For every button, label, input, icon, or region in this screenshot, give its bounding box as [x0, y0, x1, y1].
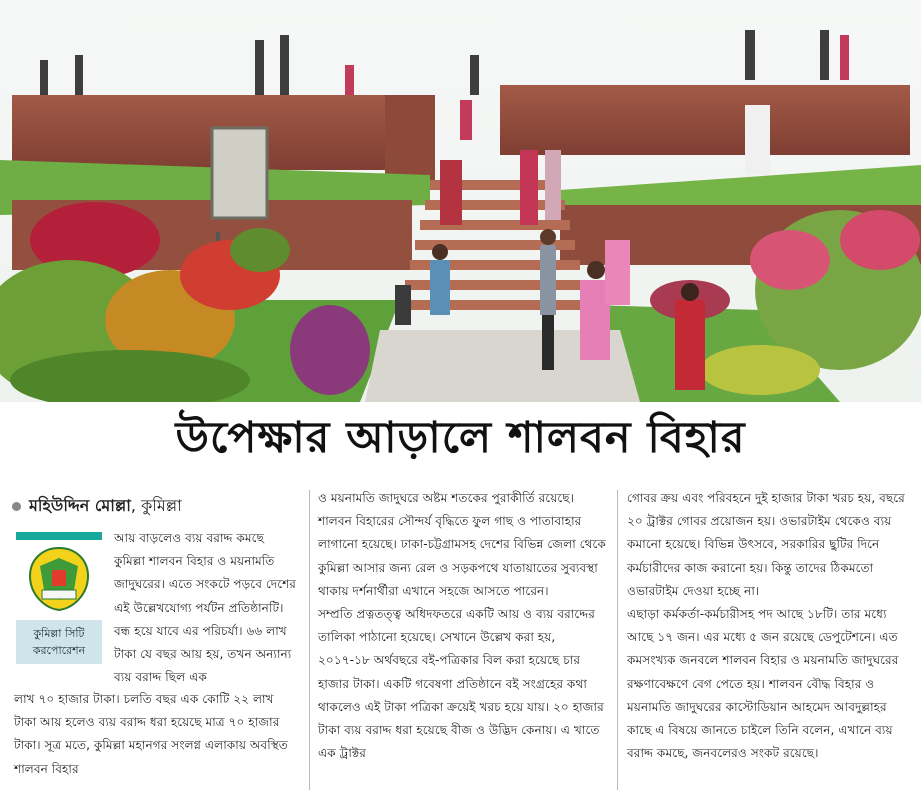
paragraph: সম্প্রতি প্রত্নতত্ত্ব অধিদফতরে একটি আয় ও ব্যয় বরাদ্দের তালিকা পাঠানো হয়েছে। সেখানে উল্লেখ করা হয়, ২০১৭-১৮ অর্থবছরে বই-পত্রিকার বিল করা হয়েছে চার হাজার টাকা। একটি গবেষণা প্রতিষ্ঠানে বই সংগ্রহের কথা থাকলেও এই টাকা পত্রিকা ক্রয়েই খরচ হয়ে যায়। ২০ হাজার টাকা ব্যয় বরাদ্দ ধরা হয়েছে বীজ ও উদ্ভিদ কেনায়। এ খাতে এক ট্রাক্টর: [318, 607, 604, 761]
label-line-1: কুমিল্লা সিটি: [33, 627, 85, 640]
city-corporation-logo: [16, 532, 102, 612]
column-2: [318, 487, 608, 765]
byline-location: কুমিল্লা: [141, 496, 182, 515]
byline: মহিউদ্দিন মোল্লা, কুমিল্লা: [12, 493, 182, 520]
column-divider: [617, 490, 618, 790]
column-1-bottom: [14, 688, 298, 781]
paragraph: গোবর ক্রয় এবং পরিবহনে দুই হাজার টাকা খরচ হয়, বছরে ২০ ট্রাক্টর গোবর প্রয়োজন হয়। ওভারটাইম থেকেও ব্যয় কমানো হয়েছে। বিভিন্ন উৎসবে, সরকারির ছুটির দিনে কর্মচারীদের কাজ করানো হয়। কিন্তু তাদের ঠিকমতো ওভারটাইম দেওয়া হচ্ছে না।: [627, 491, 905, 598]
paragraph: আয় বাড়লেও ব্যয় বরাদ্দ কমছে কুমিল্লা শালবন বিহার ও ময়নামতি জাদুঘরের। এতে সংকটে পড়বে দেশের এই উল্লেখযোগ্য পর্যটন প্রতিষ্ঠানটি। বন্ধ হয়ে যাবে এর পরিচর্যা। ৬৬ লাখ টাকা যে বছর আয় হয়, তখন অন্যান্য ব্যয় বরাদ্দ ছিল এক: [114, 531, 297, 685]
logo-accent-bar: [16, 532, 102, 540]
headline: উপেক্ষার আড়ালে শালবন বিহার: [175, 413, 746, 463]
label-line-2: করপোরেশন: [32, 644, 86, 657]
paragraph: ও ময়নামতি জাদুঘরে অষ্টম শতকের পুরাকীর্তি রয়েছে। শালবন বিহারের সৌন্দর্য বৃদ্ধিতে ফুল গাছ ও পাতাবাহার লাগানো হয়েছে। ঢাকা-চট্টগ্রামসহ দেশের বিভিন্ন জেলা থেকে কুমিল্লা আসার জন্য রেল ও সড়কপথে যাতায়াতের সুব্যবস্থা থাকায় দর্শনার্থীরা এখানে সহজে আসতে পারেন।: [318, 491, 606, 598]
column-3: [627, 487, 912, 765]
paragraph: লাখ ৭০ হাজার টাকা। চলতি বছর এক কোটি ২২ লাখ টাকা আয় হলেও ব্যয় বরাদ্দ ধরা হয়েছে মাত্র ৭০ হাজার টাকা। সূত্র মতে, কুমিল্লা মহানগর সংলগ্ন এলাকায় অবস্থিত শালবন বিহার: [14, 692, 288, 776]
bullet-icon: [12, 502, 21, 511]
column-1-top: [114, 527, 298, 689]
byline-author: মহিউদ্দিন মোল্লা: [29, 496, 131, 515]
city-corporation-emblem-icon: [28, 546, 90, 612]
city-corporation-label: [16, 620, 102, 664]
paragraph: এছাড়া কর্মকর্তা-কর্মচারীসহ পদ আছে ১৮টি। তার মধ্যে আছে ১৭ জন। এর মধ্যে ৫ জন রয়েছে ডেপুটেশনে। এত কমসংখ্যক জনবলে শালবন বিহার ও ময়নামতি জাদুঘরের রক্ষণাবেক্ষণে বেগ পেতে হয়। শালবন বৌদ্ধ বিহার ও ময়নামতি জাদুঘরের কাস্টোডিয়ান আহমেদ আবদুল্লাহর কাছে এ বিষয়ে জানতে চাইলে তিনি বলেন, এখানে ব্যয় বরাদ্দ কমছে, জনবলেরও সংকট রয়েছে।: [627, 607, 899, 761]
column-divider: [309, 490, 310, 790]
